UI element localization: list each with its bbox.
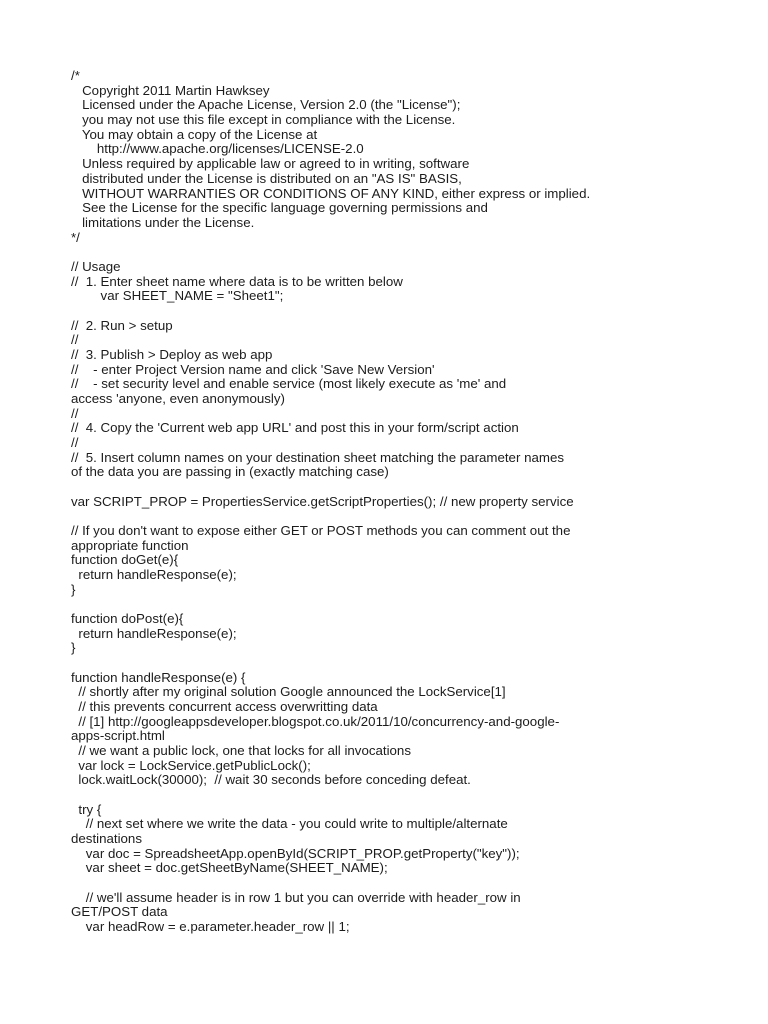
code-line: limitations under the License.	[71, 214, 255, 230]
code-line: var SCRIPT_PROP = PropertiesService.getScriptProperties(); // new property service	[71, 493, 574, 509]
code-line: WITHOUT WARRANTIES OR CONDITIONS OF ANY KIND, either express or implied.	[71, 185, 591, 201]
blank-line	[71, 304, 761, 319]
blank-line	[71, 245, 761, 260]
code-line: // 2. Run > setup	[71, 317, 173, 333]
code-line: // - set security level and enable service (most likely execute as 'me' and	[71, 376, 507, 392]
code-line: // we'll assume header is in row 1 but you can override with header_row in	[71, 889, 521, 905]
blank-line	[71, 509, 761, 524]
code-line: You may obtain a copy of the License at	[71, 126, 318, 142]
code-line: // - enter Project Version name and click 'Save New Version'	[71, 361, 435, 377]
code-line: var lock = LockService.getPublicLock();	[71, 757, 311, 773]
code-line: function doPost(e){	[71, 610, 184, 626]
blank-line	[71, 788, 761, 803]
code-line: /*	[71, 68, 80, 83]
code-line: lock.waitLock(30000); // wait 30 seconds before conceding defeat.	[71, 772, 471, 788]
code-line: function doGet(e){	[71, 552, 179, 568]
code-line: access 'anyone, even anonymously)	[71, 390, 285, 406]
code-line: // Usage	[71, 258, 121, 274]
code-line: of the data you are passing in (exactly matching case)	[71, 464, 389, 480]
code-line: var headRow = e.parameter.header_row || 1;	[71, 919, 350, 935]
blank-line	[71, 656, 761, 671]
code-line: Unless required by applicable law or agreed to in writing, software	[71, 156, 470, 172]
code-line: //	[71, 435, 79, 450]
code-line: // If you don't want to expose either GET or POST methods you can comment out the	[71, 522, 571, 538]
code-line: destinations	[71, 831, 142, 847]
code-line: */	[71, 229, 80, 245]
code-line: // [1] http://googleappsdeveloper.blogspot.co.uk/2011/10/concurrency-and-google-	[71, 713, 560, 729]
code-line: Licensed under the Apache License, Version 2.0 (the "License");	[71, 97, 461, 113]
blank-line	[71, 480, 761, 495]
code-line: //	[71, 405, 79, 421]
code-line: var SHEET_NAME = "Sheet1";	[71, 288, 284, 304]
code-line: GET/POST data	[71, 904, 168, 920]
code-line: Copyright 2011 Martin Hawksey	[71, 82, 270, 98]
code-line: function handleResponse(e) {	[71, 669, 246, 685]
code-line: apps-script.html	[71, 728, 165, 744]
code-line: }	[71, 640, 76, 656]
code-line: distributed under the License is distributed on an "AS IS" BASIS,	[71, 170, 462, 186]
code-line: //	[71, 332, 79, 348]
code-line: try {	[71, 801, 102, 817]
code-line: http://www.apache.org/licenses/LICENSE-2.0	[71, 141, 364, 157]
code-line: // 1. Enter sheet name where data is to be written below	[71, 273, 403, 289]
code-line: See the License for the specific language governing permissions and	[71, 200, 488, 216]
code-line: appropriate function	[71, 537, 189, 553]
code-line: you may not use this file except in compliance with the License.	[71, 112, 456, 128]
code-line: }	[71, 581, 76, 597]
code-line: // next set where we write the data - you could write to multiple/alternate	[71, 816, 508, 832]
code-line: // this prevents concurrent access overwritting data	[71, 699, 378, 714]
blank-line	[71, 597, 761, 612]
code-document	[71, 69, 761, 935]
code-line: return handleResponse(e);	[71, 625, 237, 641]
code-line: // we want a public lock, one that locks for all invocations	[71, 743, 411, 759]
code-line: var sheet = doc.getSheetByName(SHEET_NAME);	[71, 860, 388, 876]
code-line: // shortly after my original solution Google announced the LockService[1]	[71, 684, 506, 700]
code-line: return handleResponse(e);	[71, 567, 237, 582]
code-line: // 4. Copy the 'Current web app URL' and post this in your form/script action	[71, 420, 519, 436]
code-line: // 5. Insert column names on your destination sheet matching the parameter names	[71, 449, 564, 465]
code-line: var doc = SpreadsheetApp.openById(SCRIPT_PROP.getProperty("key"));	[71, 845, 520, 861]
blank-line	[71, 876, 761, 891]
code-line: // 3. Publish > Deploy as web app	[71, 346, 273, 362]
